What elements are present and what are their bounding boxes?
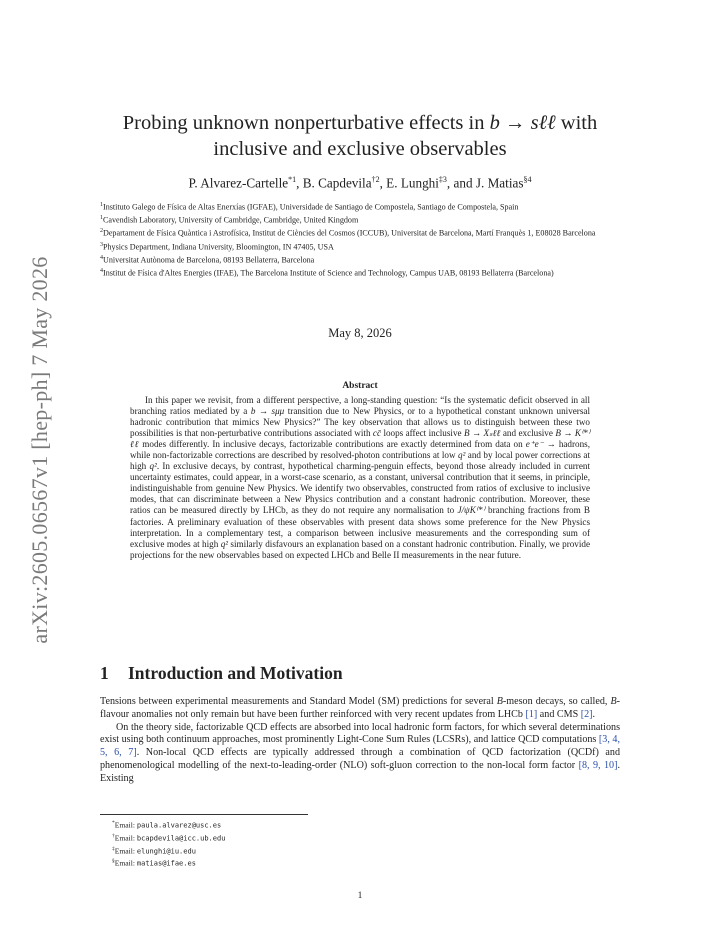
paragraph xyxy=(100,722,620,786)
title-line-2: inclusive and exclusive observables xyxy=(213,138,507,160)
footnote-label: Email: xyxy=(114,820,137,830)
abstract-text: and by local power corrections at high xyxy=(130,450,590,472)
abstract-text: transition due to New Physics, or to a hypothetical constant unknown universal hadronic contribution that mimics New Physics?” The key observation that allows us to distinguish between these two possibilities is that non-perturbative contributions associated with xyxy=(130,406,590,439)
footnote-mark: ‡ xyxy=(112,845,115,852)
footnote-email[interactable]: elunghi@iu.edu xyxy=(136,847,196,856)
section-number: 1 xyxy=(100,663,109,683)
author-list xyxy=(100,175,620,191)
footnote xyxy=(112,831,225,844)
citation-link[interactable]: [2] xyxy=(580,708,593,720)
author-mark: †2 xyxy=(371,175,380,184)
affiliation-text: Instituto Galego de Física de Altas Enerxías (IGFAE), Universidade de Santiago de Compostela, Santiago de Compostela, Spain xyxy=(103,202,519,212)
affiliation-mark: 3 xyxy=(100,241,103,248)
author-name: P. Alvarez-Cartelle xyxy=(188,175,289,191)
footnote-email[interactable]: paula.alvarez@usc.es xyxy=(136,821,222,830)
footnote-label: Email: xyxy=(114,846,137,856)
paragraph xyxy=(100,696,620,722)
author-name: E. Lunghi xyxy=(386,175,439,191)
abstract-text: and exclusive xyxy=(500,428,556,439)
affiliation-mark: 1 xyxy=(100,215,103,222)
affiliation xyxy=(100,200,620,213)
citation-link[interactable]: [3, 4, 5, 6, 7] xyxy=(100,734,620,758)
author-separator: , xyxy=(296,175,303,191)
affiliation xyxy=(100,266,620,279)
abstract-math: q² xyxy=(149,461,157,472)
arxiv-stamp: arXiv:2605.06567v1 [hep-ph] 7 May 2026 xyxy=(27,256,52,644)
paragraph-text: Tensions between experimental measurements and Standard Model (SM) predictions for several xyxy=(100,696,497,707)
abstract-math: B → K⁽*⁾ℓℓ xyxy=(130,428,590,450)
affiliation xyxy=(100,253,620,266)
affiliation-mark: 4 xyxy=(100,267,103,274)
author-name: B. Capdevila xyxy=(302,175,372,191)
paragraph-text: . xyxy=(592,708,596,720)
footnote-email[interactable]: bcapdevila@icc.ub.edu xyxy=(136,834,226,843)
affiliation-text: Cavendish Laboratory, University of Cambridge, Cambridge, United Kingdom xyxy=(103,215,359,225)
footnote-mark: * xyxy=(112,820,115,826)
abstract-math: J/ψK⁽*⁾ xyxy=(457,505,485,516)
paragraph-text: On the theory side, factorizable QCD effects are absorbed into local hadronic form factors, for which several determinations exist using both continuum approaches, most prominently Light-Cone Sum Rules (LCSRs), and lattice QCD computations xyxy=(100,721,620,746)
abstract-text: . In exclusive decays, by contrast, hypothetical charming-penguin effects, beyond those already included in current uncertainty estimates, could appear, in a worst-case scenario, as a constant, universal contribution that it seems, in principle, indistinguishable from genuine New Physics. We identify two observables, constructed from ratios of exclusive to inclusive modes, that can discriminate between a New Physics contribution and a constant hadronic contribution. Moreover, these ratios can be measured directly by LHCb, as they do not require any normalisation to xyxy=(130,461,590,516)
citation-link[interactable]: [1] xyxy=(525,708,538,720)
abstract-math: e⁺e⁻ → xyxy=(525,439,556,450)
author-separator: , and xyxy=(446,175,476,191)
paragraph-text: . Existing xyxy=(100,759,620,784)
abstract-text: hadrons, while non-factorizable corrections are described by resolved-photon contributions at low xyxy=(130,439,590,461)
footnote-list xyxy=(112,818,225,869)
affiliation xyxy=(100,240,620,253)
abstract-body xyxy=(130,395,590,561)
footnote xyxy=(112,856,225,869)
footnote-email[interactable]: matias@ifae.es xyxy=(136,860,196,869)
section-heading xyxy=(100,663,620,684)
affiliation xyxy=(100,226,620,239)
affiliation-list xyxy=(100,200,620,279)
abstract-heading: Abstract xyxy=(342,381,378,391)
affiliation-text: Institut de Física d'Altes Energies (IFAE), The Barcelona Institute of Science and Technology, Campus UAB, 08193 Bellaterra (Barcelona) xyxy=(103,268,554,278)
section-title: Introduction and Motivation xyxy=(128,663,343,683)
affiliation-mark: 4 xyxy=(100,254,103,261)
footnote-mark: † xyxy=(112,832,115,839)
author-name: J. Matias xyxy=(475,175,524,191)
author-separator: , xyxy=(379,175,387,191)
abstract-math: B → Xₛℓℓ xyxy=(463,428,501,439)
page-number: 1 xyxy=(357,891,363,901)
affiliation-text: Universitat Autònoma de Barcelona, 08193 Bellaterra, Barcelona xyxy=(103,255,315,265)
affiliation-text: Departament de Física Quàntica i Astrofísica, Institut de Ciències del Cosmos (ICCUB), Universitat de Barcelona, Martí Franquès 1, E08028 Barcelona xyxy=(103,229,596,239)
abstract-math: b → sμμ xyxy=(250,406,285,417)
author-mark: §4 xyxy=(523,175,532,184)
footnote-label: Email: xyxy=(114,859,137,869)
affiliation-mark: 1 xyxy=(100,202,103,208)
paper-date: May 8, 2026 xyxy=(328,326,392,340)
abstract-text: branching fractions from B factories. A preliminary evaluation of these observables with present data shows some preference for the New Physics interpretation. In a complementary test, a comparison between inclusive measurements and the corresponding sum of exclusive modes at high xyxy=(130,505,590,549)
abstract-math: cc̄ xyxy=(372,428,382,439)
affiliation-mark: 2 xyxy=(100,228,103,235)
title-math: b → sℓℓ xyxy=(489,112,556,134)
paragraph-text: -flavour anomalies not only remain but have been further reinforced with very recent updates from LHCb xyxy=(100,696,620,720)
author-mark: ‡3 xyxy=(438,175,447,184)
title-text: Probing unknown nonperturbative effects in xyxy=(122,112,490,134)
paragraph-math: B xyxy=(610,696,617,707)
title-text: with xyxy=(555,112,598,134)
author-mark: *1 xyxy=(288,175,297,184)
paragraph-text: and CMS xyxy=(537,708,581,720)
abstract-math: q² xyxy=(458,450,466,461)
abstract-text: In this paper we revisit, from a different perspective, a long-standing question: “Is the systematic deficit observed in all branching ratios mediated by a xyxy=(130,395,590,417)
footnote-label: Email: xyxy=(114,833,137,843)
paper-title xyxy=(100,110,620,162)
abstract-text: similarly disfavours an explanation based on a constant hadronic contribution. Finally, we provide projections for the new observables based on expected LHCb and Belle II measurements in the near future. xyxy=(130,538,591,560)
footnote-mark: § xyxy=(112,858,115,865)
paragraph-math: B xyxy=(496,696,503,707)
footnote-rule xyxy=(100,814,308,815)
abstract-math: q² xyxy=(220,538,228,549)
affiliation-text: Physics Department, Indiana University, Bloomington, IN 47405, USA xyxy=(103,242,334,252)
body-text xyxy=(100,696,620,785)
footnote xyxy=(112,818,225,831)
abstract-text: modes differently. In inclusive decays, factorizable contributions are exactly determined from data on xyxy=(139,439,526,450)
paragraph-text: . Non-local QCD effects are typically addressed through a combination of QCD factorization (QCDf) and phenomenological modelling of the next-to-leading-order (NLO) soft-gluon correction to the non-local form factor xyxy=(100,747,620,771)
abstract-text: loops affect inclusive xyxy=(381,428,464,439)
citation-link[interactable]: [8, 9, 10] xyxy=(578,759,618,771)
footnote xyxy=(112,844,225,857)
paragraph-text: -meson decays, so called, xyxy=(502,696,611,707)
affiliation xyxy=(100,213,620,226)
